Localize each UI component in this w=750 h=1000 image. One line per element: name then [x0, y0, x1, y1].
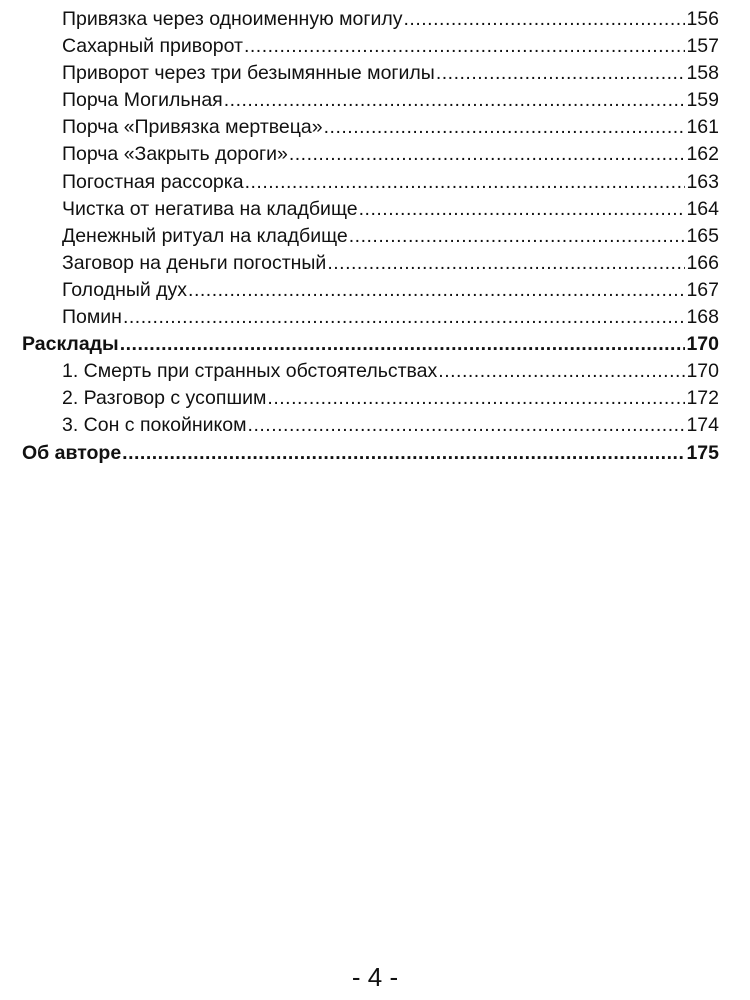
toc-entry-page: 170	[686, 360, 719, 383]
toc-dot-leader	[248, 412, 686, 439]
toc-entry[interactable]	[22, 141, 719, 168]
toc-entry-title: 3. Сон с покойником	[62, 414, 247, 437]
toc-dot-leader	[122, 440, 685, 467]
toc-entry-title: Голодный дух	[62, 278, 188, 301]
toc-dot-leader	[188, 277, 685, 304]
toc-entry[interactable]	[22, 6, 719, 33]
toc-entry-title: Денежный ритуал на кладбище	[62, 224, 348, 247]
toc-entry-page: 164	[686, 197, 719, 220]
toc-entry[interactable]	[22, 87, 719, 114]
toc-dot-leader	[244, 33, 686, 60]
toc-dot-leader	[438, 358, 685, 385]
toc-entry-page: 168	[686, 306, 719, 329]
page-number: - 4 -	[351, 962, 399, 992]
toc-section-page: 175	[686, 441, 719, 464]
toc-entry[interactable]	[22, 358, 719, 385]
toc-entry-title: 1. Смерть при странных обстоятельствах	[62, 360, 438, 383]
toc-entry-title: Порча «Закрыть дороги»	[62, 143, 288, 166]
toc-entry-title: Сахарный приворот	[62, 35, 243, 58]
toc-dot-leader	[123, 304, 686, 331]
toc-entry[interactable]	[22, 33, 719, 60]
toc-entry-page: 163	[686, 170, 719, 193]
toc-dot-leader	[404, 6, 686, 33]
toc-entry[interactable]	[22, 114, 719, 141]
toc-entry-title: Привязка через одноименную могилу	[62, 8, 403, 30]
toc-entry-title: Чистка от негатива на кладбище	[62, 197, 358, 220]
toc-entry-page: 165	[686, 224, 719, 247]
toc-section-title: Расклады	[22, 333, 119, 356]
toc-entry-page: 157	[686, 35, 719, 58]
toc-entry-page: 161	[686, 116, 719, 139]
toc-dot-leader	[436, 60, 686, 87]
toc-entry-page: 158	[686, 62, 719, 85]
toc-section-entry[interactable]	[22, 331, 719, 358]
toc-entry-title: Порча «Привязка мертвеца»	[62, 116, 323, 139]
toc-dot-leader	[267, 385, 685, 412]
toc-dot-leader	[224, 87, 686, 114]
toc-entry[interactable]	[22, 196, 719, 223]
toc-entry-title: Порча Могильная	[62, 89, 223, 112]
toc-dot-leader	[359, 196, 686, 223]
toc-entry-page: 159	[686, 89, 719, 112]
toc-section-title: Об авторе	[22, 441, 122, 464]
toc-entry-title: 2. Разговор с усопшим	[62, 387, 267, 410]
toc-section-entry[interactable]	[22, 440, 719, 467]
toc-entry[interactable]	[22, 250, 719, 277]
toc-entry-title: Помин	[62, 306, 122, 329]
toc-entry-page: 162	[686, 143, 719, 166]
toc-dot-leader	[349, 223, 686, 250]
toc-entry[interactable]	[22, 60, 719, 87]
toc-entry[interactable]	[22, 385, 719, 412]
toc-entry[interactable]	[22, 223, 719, 250]
toc-section-page: 170	[686, 333, 719, 356]
table-of-contents	[22, 6, 719, 467]
toc-entry[interactable]	[22, 412, 719, 439]
toc-entry-title: Приворот через три безымянные могилы	[62, 62, 435, 85]
toc-entry-page: 174	[686, 414, 719, 437]
toc-entry[interactable]	[22, 169, 719, 196]
toc-entry-title: Заговор на деньги погостный	[62, 251, 327, 274]
toc-dot-leader	[289, 141, 686, 168]
toc-dot-leader	[324, 114, 686, 141]
toc-dot-leader	[120, 331, 686, 358]
toc-entry[interactable]	[22, 277, 719, 304]
toc-entry[interactable]	[22, 304, 719, 331]
toc-dot-leader	[245, 169, 686, 196]
toc-entry-page: 166	[686, 251, 719, 274]
toc-entry-page: 156	[686, 8, 719, 30]
toc-entry-page: 172	[686, 387, 719, 410]
toc-dot-leader	[327, 250, 685, 277]
toc-entry-title: Погостная рассорка	[62, 170, 244, 193]
toc-entry-page: 167	[686, 278, 719, 301]
